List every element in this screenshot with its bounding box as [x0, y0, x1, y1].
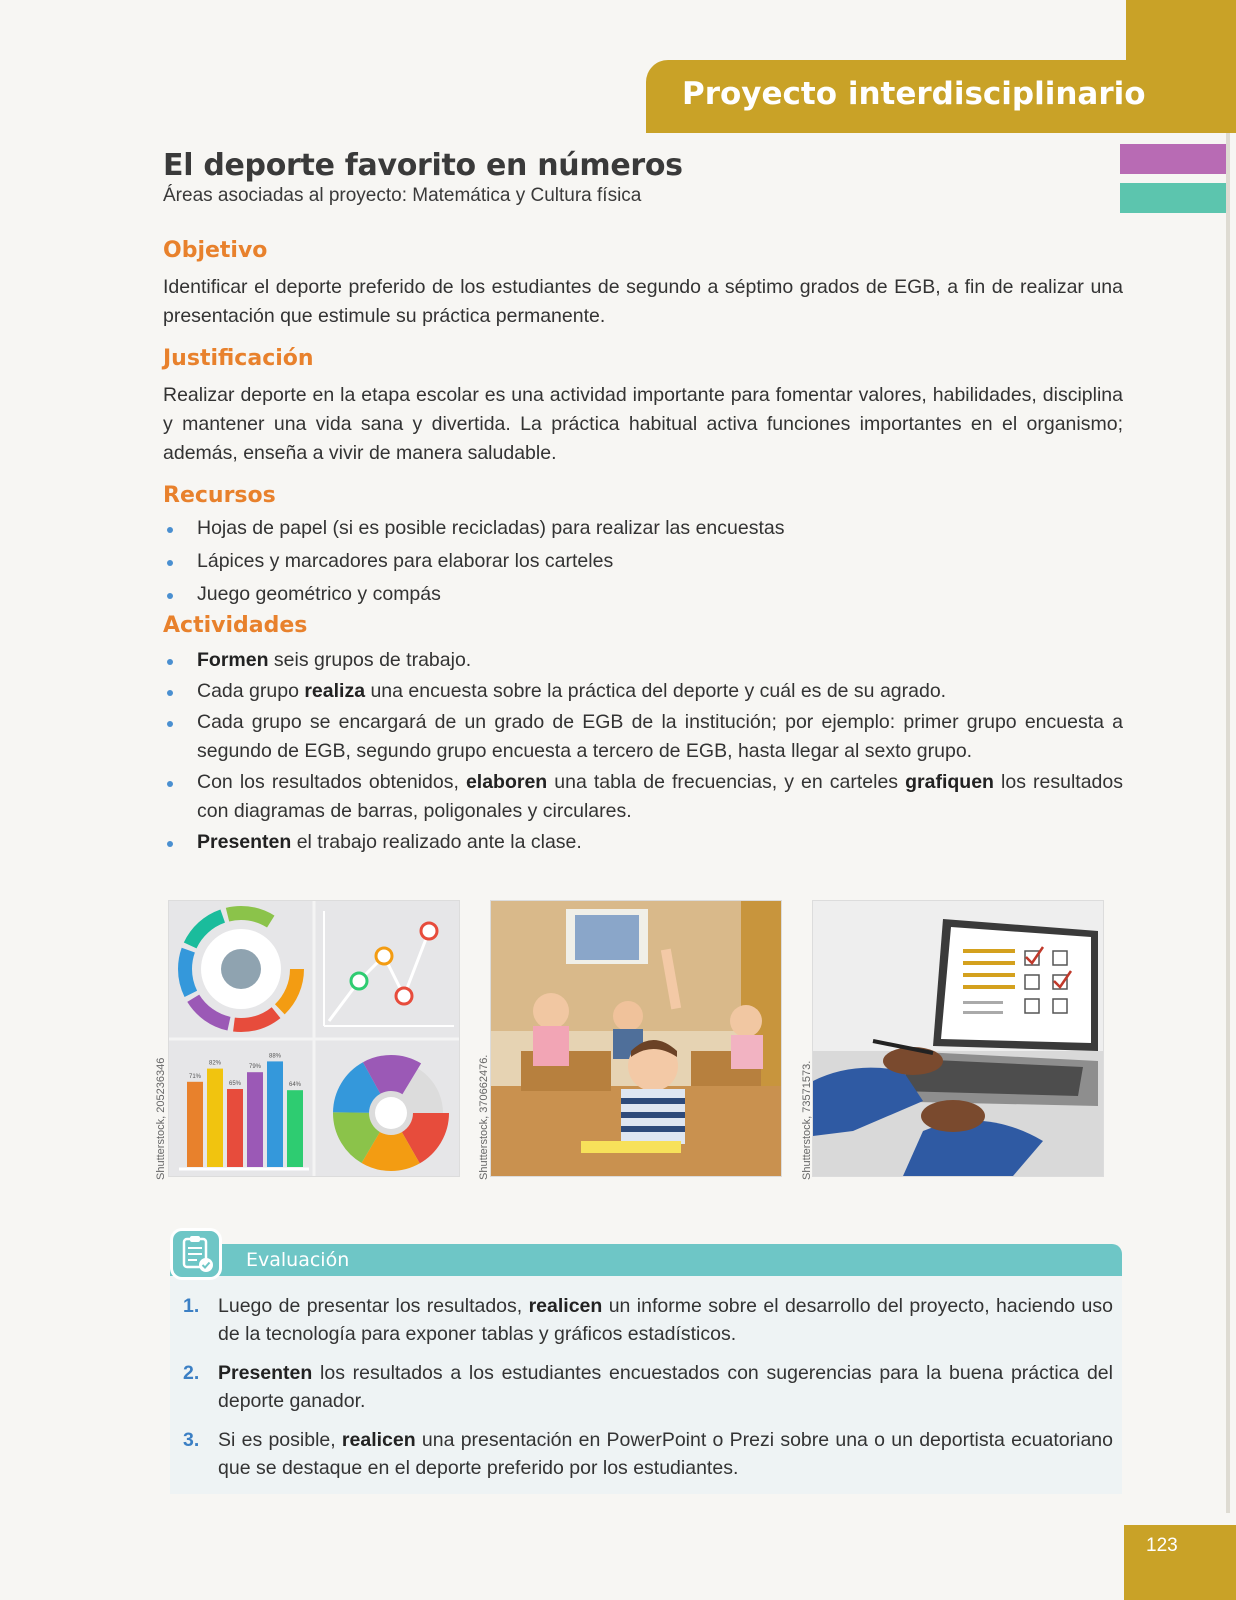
photo-credit: Shutterstock, 205236346 [155, 1057, 167, 1180]
photo-credit: Shutterstock, 73571573. [801, 1060, 813, 1180]
recursos-list [163, 514, 1123, 609]
edge-tab-pink [1120, 144, 1230, 174]
infographic-bar [287, 1090, 303, 1167]
list-item: Hojas de papel (si es posible recicladas) para realizar las encuestas [163, 514, 1123, 543]
infographic-image [168, 900, 460, 1177]
section-label: Proyecto interdisciplinario [682, 76, 1146, 112]
page-number: 123 [1146, 1535, 1178, 1556]
list-item: Formen seis grupos de trabajo. [163, 646, 1123, 675]
top-edge-bar [1126, 0, 1236, 60]
laptop-drawing [813, 901, 1103, 1176]
page-number-box [1124, 1525, 1236, 1600]
classroom-drawing [491, 901, 781, 1176]
infographic-bar-label: 64% [288, 1082, 302, 1089]
evaluation-list [183, 1292, 1113, 1493]
list-item: Cada grupo se encargará de un grado de EGB de la institución; por ejemplo: primer grupo encuesta a segundo de EGB, segundo grupo encuesta a tercero de EGB, hasta llegar al sexto grupo. [163, 708, 1123, 766]
infographic-drawing [169, 901, 459, 1176]
objetivo-text: Identificar el deporte preferido de los estudiantes de segundo a séptimo grados de EGB, a fin de realizar una presentación que estimule su práctica permanente. [163, 276, 1123, 327]
infographic-bar [247, 1072, 263, 1167]
justificacion-heading: Justificación [163, 346, 314, 371]
photo-credit: Shutterstock, 370662476. [478, 1054, 490, 1180]
evaluation-heading: Evaluación [246, 1249, 350, 1271]
actividades-heading: Actividades [163, 613, 308, 638]
infographic-bar-label: 65% [228, 1081, 242, 1087]
infographic-bar [227, 1089, 243, 1167]
list-item: 3. Si es posible, realicen una presentación en PowerPoint o Prezi sobre una o un deportista ecuatoriano que se destaque en el deporte preferido por los estudiantes. [183, 1429, 1113, 1479]
page-title: El deporte favorito en números [163, 148, 683, 183]
evaluation-header [170, 1244, 1122, 1276]
classroom-photo [490, 900, 782, 1177]
infographic-bar [207, 1069, 223, 1167]
recursos-heading: Recursos [163, 483, 276, 508]
infographic-bar [267, 1061, 283, 1167]
list-item: Lápices y marcadores para elaborar los carteles [163, 547, 1123, 576]
infographic-bar-label: 71% [188, 1073, 202, 1080]
infographic-bar-label: 88% [268, 1053, 282, 1060]
list-item: Con los resultados obtenidos, elaboren una tabla de frecuencias, y en carteles grafiquen los resultados con diagramas de barras, poligonales y circulares. [163, 768, 1123, 826]
list-item: 1. Luego de presentar los resultados, realicen un informe sobre el desarrollo del proyecto, haciendo uso de la tecnología para exponer tablas y gráficos estadísticos. [183, 1295, 1113, 1345]
edge-tab-teal [1120, 183, 1230, 213]
infographic-bar-label: 82% [208, 1060, 222, 1067]
list-item: 2. Presenten los resultados a los estudiantes encuestados con sugerencias para la buena práctica del deporte ganador. [183, 1362, 1113, 1412]
page-edge-line [1226, 133, 1230, 1513]
objetivo-heading: Objetivo [163, 238, 268, 263]
clipboard-icon [170, 1228, 222, 1280]
section-header-band [646, 60, 1236, 133]
list-item: Presenten el trabajo realizado ante la clase. [163, 828, 1123, 857]
justificacion-text: Realizar deporte en la etapa escolar es una actividad importante para fomentar valores, habilidades, disciplina y mantener una vida sana y divertida. La práctica habitual activa funciones importantes en el organismo; además, enseña a vivir de manera saludable. [163, 384, 1123, 464]
infographic-bar-label: 79% [248, 1064, 262, 1071]
list-item: Juego geométrico y compás [163, 580, 1123, 609]
page-subtitle: Áreas asociadas al proyecto: Matemática y Cultura física [163, 185, 642, 206]
list-item: Cada grupo realiza una encuesta sobre la práctica del deporte y cuál es de su agrado. [163, 677, 1123, 706]
infographic-bar [187, 1082, 203, 1167]
main-content [163, 148, 1123, 857]
laptop-photo [812, 900, 1104, 1177]
actividades-list [163, 646, 1123, 857]
